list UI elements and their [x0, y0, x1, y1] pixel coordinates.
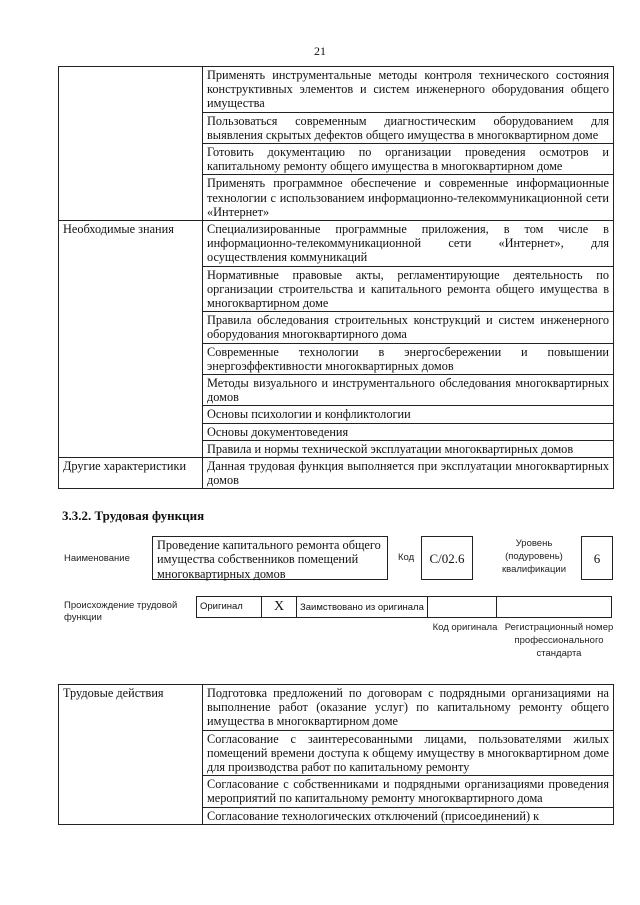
name-label: Наименование — [64, 553, 130, 564]
item-cell: Современные технологии в энергосбережении и повышении энергоэффективности многоквартирных домов — [203, 343, 614, 374]
item-cell: Правила обследования строительных конструкций и систем инженерного оборудования многоквартирного дома — [203, 312, 614, 343]
table-row — [59, 67, 614, 113]
borrowed-label: Заимствовано из оригинала — [297, 597, 428, 618]
row-label — [59, 67, 203, 221]
code-original-cell — [428, 597, 497, 618]
reg-number-cell — [497, 597, 612, 618]
level-label: Уровень (подуровень) квалификации — [501, 538, 567, 575]
item-cell: Основы документоведения — [203, 423, 614, 440]
table-row — [59, 221, 614, 267]
item-cell: Подготовка предложений по договорам с подрядными организациями на выполнение работ (оказание услуг) по капитальному ремонту общего имущества в многоквартирном доме — [203, 685, 614, 731]
section-heading: 3.3.2. Трудовая функция — [62, 508, 205, 523]
row-label: Другие характеристики — [59, 458, 203, 489]
item-cell: Согласование с заинтересованными лицами, пользователями жилых помещений времени доступа к общему имуществу в многоквартирном доме для производства работ по капитальному ремонту — [203, 730, 614, 776]
skills-knowledge-table — [58, 66, 614, 489]
item-cell: Готовить документацию по организации проведения осмотров и капитальному ремонту общего имущества в многоквартирном доме — [203, 144, 614, 175]
code-label: Код — [398, 552, 415, 563]
function-name-box: Проведение капитального ремонта общего имущества собственников помещений многоквартирных домов — [152, 536, 388, 580]
origin-table — [196, 596, 612, 618]
row-label: Трудовые действия — [59, 685, 203, 825]
item-cell: Основы психологии и конфликтологии — [203, 406, 614, 423]
reg-number-label: Регистрационный номер профессионального стандарта — [504, 622, 614, 659]
item-cell: Правила и нормы технической эксплуатации многоквартирных домов — [203, 440, 614, 457]
original-label: Оригинал — [197, 597, 262, 618]
function-code-box: С/02.6 — [421, 536, 473, 580]
row-label: Необходимые знания — [59, 221, 203, 458]
page-number: 21 — [314, 44, 326, 58]
item-cell: Согласование технологических отключений (присоединений) к — [203, 807, 614, 824]
original-mark: X — [262, 597, 297, 618]
item-cell: Применять программное обеспечение и современные информационные технологии с использованием информационно-телекоммуникационной сети «Интернет» — [203, 175, 614, 221]
item-cell: Нормативные правовые акты, регламентирующие деятельность по организации строительства и капитального ремонта общего имущества в многоквартирном доме — [203, 266, 614, 312]
item-cell: Данная трудовая функция выполняется при эксплуатации многоквартирных домов — [203, 458, 614, 489]
labor-actions-table — [58, 684, 614, 825]
item-cell: Согласование с собственниками и подрядными организациями проведения мероприятий по капитальному ремонту многоквартирного дома — [203, 776, 614, 807]
item-cell: Пользоваться современным диагностическим оборудованием для выявления скрытых дефектов общего имущества в многоквартирном доме — [203, 112, 614, 143]
item-cell: Специализированные программные приложения, в том числе в информационно-телекоммуникационной сети «Интернет», для осуществления коммуникаций — [203, 221, 614, 267]
table-row — [59, 458, 614, 489]
level-box: 6 — [581, 536, 613, 580]
item-cell: Применять инструментальные методы контроля технического состояния конструктивных элементов и систем инженерного оборудования общего имущества — [203, 67, 614, 113]
table-row — [59, 685, 614, 731]
code-original-label: Код оригинала — [432, 622, 498, 633]
origin-label: Происхождение трудовой функции — [64, 600, 178, 623]
item-cell: Методы визуального и инструментального обследования многоквартирных домов — [203, 375, 614, 406]
